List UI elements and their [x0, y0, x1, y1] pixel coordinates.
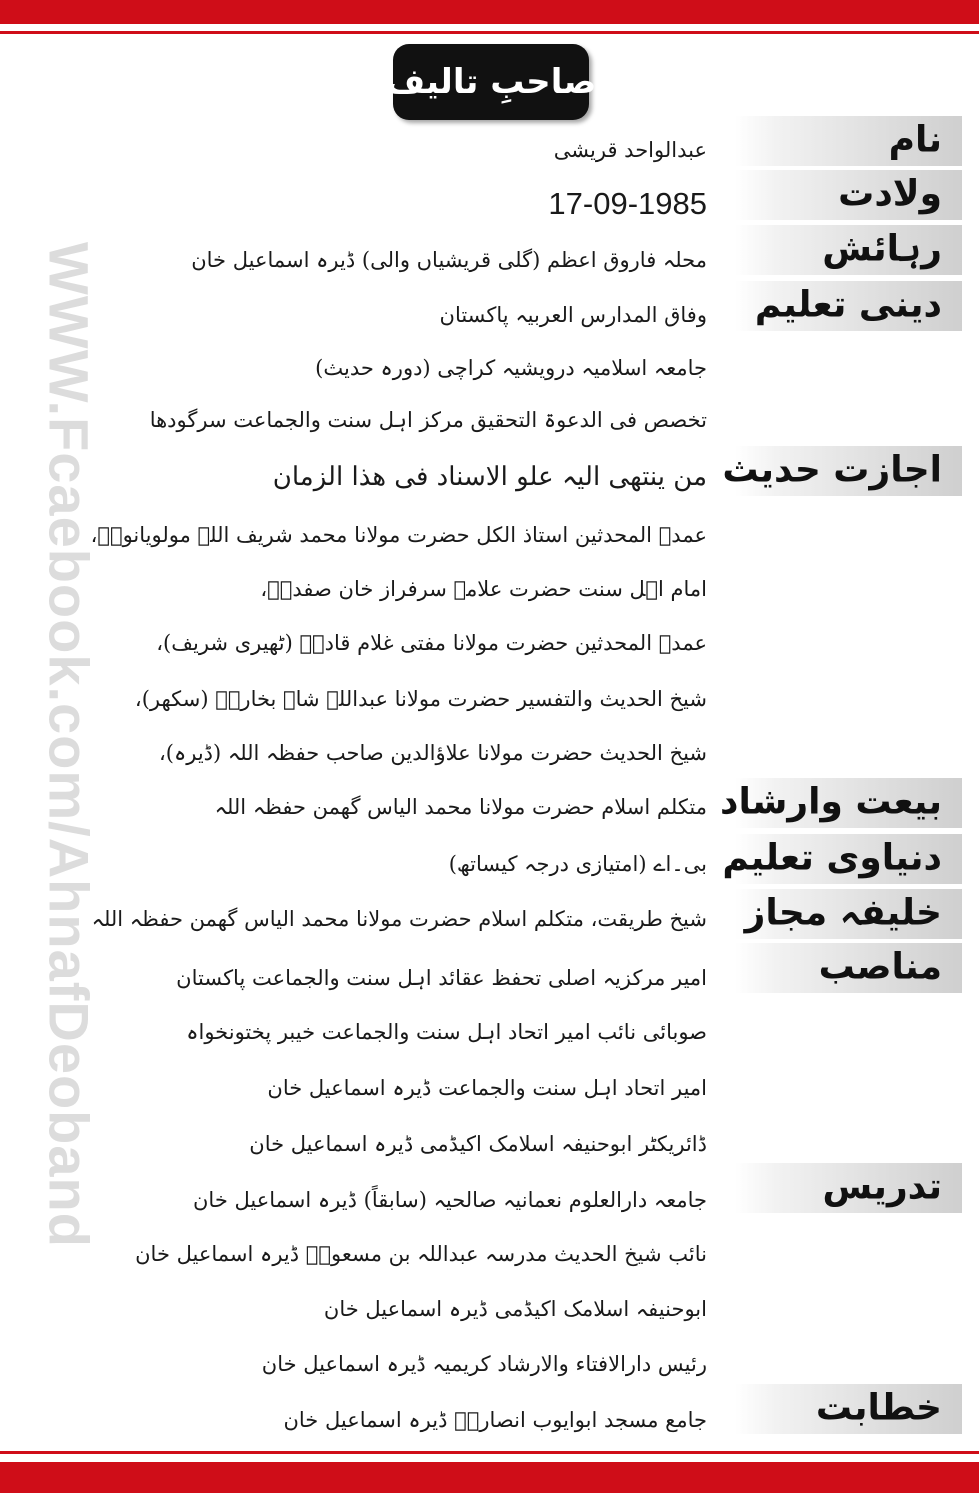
content-line-teaching-2: نائب شیخ الحدیث مدرسہ عبداللہ بن مسعودؓ ڈیرہ اسماعیل خان [135, 1242, 707, 1266]
label-khalifa [735, 889, 962, 939]
content-line-bayat: متکلم اسلام حضرت مولانا محمد الیاس گھمن حفظہ اللہ [214, 795, 707, 819]
bottom-red-rule [0, 1451, 979, 1454]
label-residence [735, 225, 962, 275]
content-line-hadith-2: امام اہل سنت حضرت علامہ سرفراز خان صفدرؒ، [260, 577, 707, 601]
content-line-education-2: جامعہ اسلامیہ درویشیہ کراچی (دورہ حدیث) [315, 356, 707, 380]
label-hadith-permission-text: اجازت حدیث [722, 449, 942, 491]
title-box [385, 44, 597, 120]
content-line-position-2: صوبائی نائب امیر اتحاد اہل سنت والجماعت خیبر پختونخواہ [186, 1020, 707, 1044]
label-khitabat-text: خطابت [815, 1387, 942, 1429]
label-birth-text: ولادت [838, 173, 942, 215]
label-positions-text: مناصب [818, 946, 942, 988]
content-line-position-1: امیر مرکزیہ اصلی تحفظ عقائد اہل سنت والجماعت پاکستان [176, 966, 707, 990]
content-line-name: عبدالواحد قریشی [553, 138, 707, 162]
watermark [38, 200, 100, 1290]
page-title: صاحبِ تالیف [385, 62, 597, 102]
label-positions [735, 943, 962, 993]
label-birth [735, 170, 962, 220]
bottom-red-band [0, 1462, 979, 1493]
watermark-text: WWW.Fcaebook.com/AhnafDeoband [37, 242, 101, 1248]
content-line-education-3: تخصص فی الدعوۃ التحقیق مرکز اہل سنت والجماعت سرگودھا [149, 408, 707, 432]
content-line-residence: محلہ فاروق اعظم (گلی قریشیاں والی) ڈیرہ اسماعیل خان [191, 248, 707, 272]
content-line-hadith-heading: من ینتھی الیہ علو الاسناد فی ھذا الزمان [272, 462, 707, 492]
content-line-teaching-4: رئیس دارالافتاء والارشاد کریمیہ ڈیرہ اسماعیل خان [261, 1352, 707, 1376]
label-khitabat [735, 1384, 962, 1434]
content-line-teaching-3: ابوحنیفہ اسلامک اکیڈمی ڈیرہ اسماعیل خان [323, 1297, 707, 1321]
label-residence-text: رہائش [822, 228, 942, 270]
content-line-hadith-3: عمدۃ المحدثین حضرت مولانا مفتی غلام قادرؒ (ٹھیری شریف)، [156, 631, 707, 655]
label-bayat-text: بیعت وارشاد [719, 781, 942, 823]
label-religious-education-text: دینی تعلیم [754, 284, 942, 326]
content-line-khalifa: شیخ طریقت، متکلم اسلام حضرت مولانا محمد الیاس گھمن حفظہ اللہ [91, 907, 707, 931]
content-line-hadith-4: شیخ الحدیث والتفسیر حضرت مولانا عبداللہ شاہ بخاریؒ (سکھر)، [134, 687, 707, 711]
label-worldly-education-text: دنیاوی تعلیم [722, 837, 942, 879]
label-teaching [735, 1163, 962, 1213]
label-teaching-text: تدریس [822, 1166, 942, 1208]
content-line-birth-date: 17-09-1985 [548, 186, 707, 221]
content-line-position-3: امیر اتحاد اہل سنت والجماعت ڈیرہ اسماعیل خان [267, 1076, 707, 1100]
label-khalifa-text: خلیفہ مجاز [744, 892, 942, 934]
label-name [735, 116, 962, 166]
content-line-worldly-education: بی۔اے (امتیازی درجہ کیساتھ) [448, 852, 707, 876]
label-religious-education [735, 281, 962, 331]
label-bayat [719, 778, 962, 828]
label-name-text: نام [888, 119, 942, 161]
content-line-hadith-1: عمدۃ المحدثین استاذ الکل حضرت مولانا محمد شریف اللہ مولویانویؒ، [90, 523, 707, 547]
top-red-rule [0, 31, 979, 34]
content-line-position-4: ڈائریکٹر ابوحنیفہ اسلامک اکیڈمی ڈیرہ اسماعیل خان [249, 1132, 707, 1156]
label-worldly-education [722, 834, 962, 884]
content-line-education-1: وفاق المدارس العربیہ پاکستان [439, 303, 707, 327]
content-line-hadith-5: شیخ الحدیث حضرت مولانا علاؤالدین صاحب حفظہ اللہ (ڈیرہ)، [158, 741, 707, 765]
label-hadith-permission [722, 446, 962, 496]
content-line-teaching-1: جامعہ دارالعلوم نعمانیہ صالحیہ (سابقاً) ڈیرہ اسماعیل خان [193, 1188, 707, 1212]
content-line-khitabat: جامع مسجد ابوایوب انصاریؓ ڈیرہ اسماعیل خان [283, 1408, 707, 1432]
top-red-band [0, 0, 979, 24]
